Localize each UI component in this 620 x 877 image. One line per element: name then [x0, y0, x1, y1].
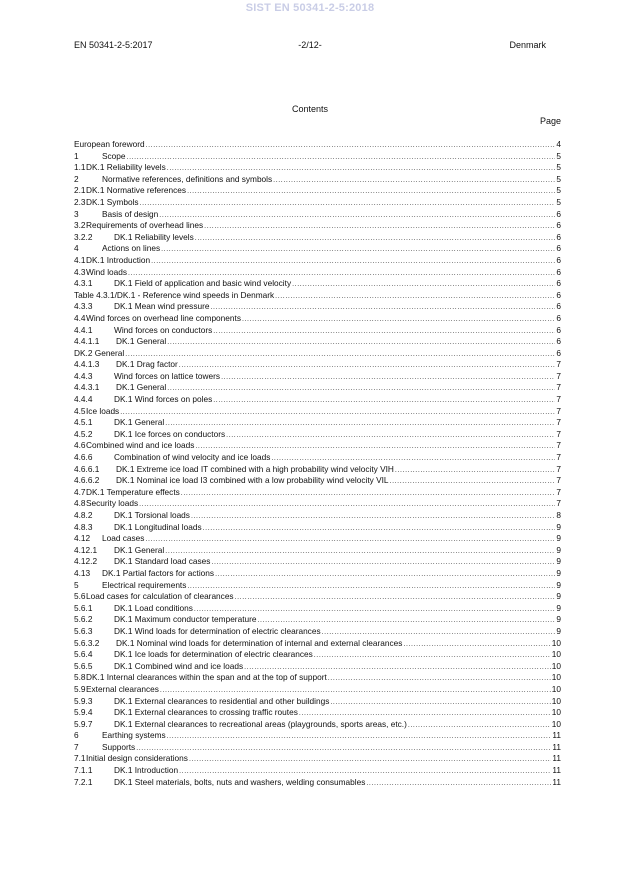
toc-dot-leader: [187, 581, 555, 592]
toc-entry-page: 9: [556, 579, 561, 590]
toc-dot-leader: [210, 302, 555, 313]
toc-entry-page: 11: [552, 765, 561, 776]
toc-entry-page: 11: [552, 730, 561, 741]
toc-entry-number: 2.3: [74, 196, 86, 207]
toc-entry-number: 4.3.1: [74, 278, 93, 289]
toc-entry[interactable]: [74, 220, 561, 232]
toc-entry-number: 4.4.3: [74, 370, 93, 381]
toc-entry[interactable]: [74, 278, 561, 290]
toc-entry-title: DK.1 Drag factor: [116, 359, 178, 370]
toc-entry-title: Security loads: [86, 498, 139, 509]
toc-entry-title: Combined wind and ice loads: [86, 440, 195, 451]
toc-entry[interactable]: [74, 696, 561, 708]
toc-entry[interactable]: [74, 765, 561, 777]
header-country: Denmark: [509, 40, 546, 50]
header-page-number: -2/12-: [298, 40, 322, 50]
toc-entry-page: 9: [556, 614, 561, 625]
toc-entry-page: 7: [556, 498, 561, 509]
toc-entry-title: Wind loads: [86, 266, 128, 277]
toc-entry-title: DK.1 Partial factors for actions: [102, 567, 215, 578]
toc-entry-number: 5.8: [74, 672, 86, 683]
toc-dot-leader: [213, 326, 555, 337]
toc-entry-page: 10: [551, 707, 561, 718]
toc-entry-number: 5.6.1: [74, 602, 93, 613]
toc-entry-title: DK.1 External clearances to recreational areas (playgrounds, sports areas, etc.): [114, 718, 407, 729]
toc-entry-number: 4.7: [74, 486, 86, 497]
toc-dot-leader: [226, 430, 555, 441]
toc-entry-title: DK.1 General: [116, 336, 167, 347]
toc-entry-number: 2.1: [74, 185, 86, 196]
toc-dot-leader: [167, 163, 556, 174]
toc-entry-number: 5: [74, 579, 79, 590]
toc-entry-title: DK.1 General: [116, 382, 167, 393]
toc-dot-leader: [179, 766, 551, 777]
toc-entry-title: DK.1 General: [114, 417, 165, 428]
toc-entry-title: Ice loads: [86, 405, 120, 416]
toc-entry-title: DK.1 Load conditions: [114, 602, 193, 613]
toc-entry-title: DK.1 Torsional loads: [114, 510, 190, 520]
watermark: SIST EN 50341-2-5:2018: [245, 2, 375, 14]
toc-entry[interactable]: [74, 545, 561, 557]
toc-entry-title: Wind forces on lattice towers: [114, 370, 221, 381]
toc-entry-number: 5.6: [74, 591, 86, 602]
toc-entry-page: 10: [551, 649, 561, 660]
toc-entry-number: 4.4.4: [74, 394, 93, 405]
toc-entry[interactable]: [74, 267, 561, 279]
toc-dot-leader: [187, 186, 555, 197]
toc-entry-number: 5.6.2: [74, 614, 93, 625]
toc-entry[interactable]: [74, 313, 561, 325]
toc-dot-leader: [151, 256, 555, 267]
toc-entry[interactable]: [74, 371, 561, 383]
toc-entry[interactable]: [74, 255, 561, 267]
toc-entry-number: 6: [74, 730, 79, 741]
toc-entry-number: 4.12: [74, 533, 91, 544]
toc-entry-page: 5: [556, 150, 561, 161]
toc-entry[interactable]: [74, 243, 561, 255]
toc-entry[interactable]: [74, 568, 561, 580]
toc-entry-title: DK.1 Temperature effects: [86, 486, 180, 497]
toc-entry-page: 10: [551, 672, 561, 683]
contents-title: Contents: [291, 104, 329, 114]
toc-entry[interactable]: [74, 325, 561, 337]
toc-entry-page: 7: [556, 359, 561, 370]
toc-dot-leader: [128, 268, 555, 279]
toc-entry[interactable]: [74, 464, 561, 476]
toc-dot-leader: [181, 488, 556, 499]
toc-entry-page: 6: [556, 278, 561, 289]
toc-entry-number: 4.4.1.1: [74, 336, 100, 347]
toc-entry[interactable]: [74, 475, 561, 487]
toc-entry-page: 11: [552, 776, 561, 787]
toc-entry[interactable]: [74, 556, 561, 568]
toc-entry-title: DK.1 Longitudinal loads: [114, 521, 202, 532]
toc-entry-page: 5: [556, 173, 561, 184]
toc-entry[interactable]: [74, 510, 561, 522]
toc-entry-title: DK.1 External clearances to residential and other buildings: [114, 695, 330, 706]
toc-entry[interactable]: [74, 429, 561, 441]
toc-entry-title: Electrical requirements: [102, 579, 187, 590]
toc-dot-leader: [191, 511, 555, 522]
toc-entry-number: 7.1: [74, 753, 86, 764]
toc-entry-page: 7: [556, 463, 561, 474]
toc-entry[interactable]: [74, 336, 561, 348]
toc-entry[interactable]: [74, 348, 561, 360]
toc-dot-leader: [299, 708, 551, 719]
toc-dot-leader: [195, 233, 556, 244]
toc-entry-title: DK.1 Nominal ice load I3 combined with a low probability wind velocity VIL: [116, 475, 389, 486]
toc-entry[interactable]: [74, 290, 561, 302]
toc-entry-title: Normative references, definitions and symbols: [102, 173, 273, 184]
toc-entry-title: Earthing systems: [102, 730, 166, 741]
toc-dot-leader: [328, 673, 551, 684]
toc-entry[interactable]: [74, 394, 561, 406]
toc-entry-page: 7: [556, 428, 561, 439]
toc-entry-page: 6: [556, 324, 561, 335]
toc-entry-number: 1.1: [74, 162, 86, 173]
toc-dot-leader: [258, 615, 556, 626]
toc-entry-title: DK.2 General: [74, 347, 125, 358]
toc-entry-page: 7: [556, 405, 561, 416]
toc-entry[interactable]: [74, 498, 561, 510]
toc-entry-number: 3.2.2: [74, 231, 93, 242]
toc-entry-number: 4.6.6.2: [74, 475, 100, 486]
toc-entry-page: 7: [556, 417, 561, 428]
toc-entry-page: 7: [556, 394, 561, 405]
toc-entry-number: 4.4: [74, 312, 86, 323]
toc-entry-title: DK.1 Introduction: [114, 765, 179, 776]
toc-entry-title: DK.1 Standard load cases: [114, 556, 211, 567]
toc-entry-number: 5.6.3: [74, 625, 93, 636]
toc-entry-page: 6: [556, 266, 561, 277]
toc-entry-page: 6: [556, 208, 561, 219]
toc-entry[interactable]: [74, 614, 561, 626]
toc-entry-number: 4.8.3: [74, 521, 93, 532]
toc-entry[interactable]: [74, 719, 561, 731]
toc-entry-title: DK.1 Reliability levels: [86, 162, 166, 173]
toc-entry-page: 6: [556, 231, 561, 242]
toc-entry-title: DK.1 General: [114, 544, 165, 555]
toc-entry-number: 4.6.6.1: [74, 463, 100, 474]
toc-dot-leader: [145, 534, 555, 545]
toc-entry-page: 6: [556, 254, 561, 265]
toc-dot-leader: [146, 140, 556, 151]
toc-dot-leader: [195, 441, 555, 452]
toc-entry-page: 6: [556, 289, 561, 300]
toc-entry-number: 5.9.4: [74, 707, 93, 718]
toc-entry-number: 5.9.7: [74, 718, 93, 729]
toc-entry-page: 10: [551, 683, 561, 694]
toc-entry[interactable]: [74, 382, 561, 394]
toc-entry-title: DK.1 Combined wind and ice loads: [114, 660, 244, 671]
toc-entry-title: Requirements of overhead lines: [86, 220, 204, 231]
toc-entry-title: Wind forces on overhead line components: [86, 312, 241, 323]
toc-entry-title: DK.1 Mean wind pressure: [114, 301, 210, 312]
toc-entry[interactable]: [74, 185, 561, 197]
toc-entry-page: 6: [556, 347, 561, 358]
toc-entry-page: 7: [556, 382, 561, 393]
toc-entry-page: 9: [556, 556, 561, 567]
toc-entry[interactable]: [74, 580, 561, 592]
toc-entry[interactable]: [74, 440, 561, 452]
toc-dot-leader: [165, 418, 555, 429]
toc-entry[interactable]: [74, 452, 561, 464]
toc-dot-leader: [221, 372, 555, 383]
toc-entry[interactable]: [74, 151, 561, 163]
toc-entry-number: 4.5: [74, 405, 86, 416]
toc-entry-number: 5.9: [74, 683, 86, 694]
toc-dot-leader: [322, 627, 556, 638]
toc-entry-number: 4.12.2: [74, 556, 98, 567]
toc-entry-number: 4.3.3: [74, 301, 93, 312]
toc-dot-leader: [292, 279, 555, 290]
toc-entry-page: 11: [552, 753, 561, 764]
toc-entry[interactable]: [74, 417, 561, 429]
toc-dot-leader: [189, 754, 551, 765]
toc-dot-leader: [366, 778, 551, 789]
toc-entry-number: 4.4.1.3: [74, 359, 100, 370]
toc-entry[interactable]: [74, 533, 561, 545]
toc-dot-leader: [125, 349, 555, 360]
toc-entry-number: 3: [74, 208, 79, 219]
toc-entry-page: 5: [556, 162, 561, 173]
toc-entry-title: DK.1 Wind loads for determination of electric clearances: [114, 625, 321, 636]
toc-entry[interactable]: [74, 591, 561, 603]
toc-entry-number: 4.6.6: [74, 452, 93, 463]
toc-dot-leader: [215, 569, 555, 580]
toc-entry[interactable]: [74, 406, 561, 418]
toc-dot-leader: [211, 557, 555, 568]
toc-entry-title: Actions on lines: [102, 243, 161, 254]
toc-entry-title: DK.1 External clearances to crossing traffic routes: [114, 707, 298, 718]
toc-dot-leader: [213, 395, 555, 406]
toc-entry-title: Basis of design: [102, 208, 159, 219]
toc-entry-title: DK.1 Ice forces on conductors: [114, 428, 226, 439]
toc-entry-page: 7: [556, 486, 561, 497]
toc-entry[interactable]: [74, 603, 561, 615]
toc-entry-title: DK.1 Field of application and basic wind velocity: [114, 278, 292, 289]
toc-entry[interactable]: [74, 707, 561, 719]
toc-dot-leader: [235, 592, 556, 603]
toc-entry[interactable]: [74, 197, 561, 209]
toc-entry-number: 4.4.3.1: [74, 382, 100, 393]
toc-entry-page: 6: [556, 312, 561, 323]
toc-entry-page: 7: [556, 370, 561, 381]
toc-entry-number: 4: [74, 243, 79, 254]
toc-dot-leader: [203, 523, 556, 534]
toc-entry-number: 4.5.1: [74, 417, 93, 428]
toc-dot-leader: [244, 662, 551, 673]
toc-entry[interactable]: [74, 730, 561, 742]
toc-entry-number: 4.5.2: [74, 428, 93, 439]
toc-entry-title: DK.1 Internal clearances within the span and at the top of support: [86, 672, 327, 683]
toc-entry-number: 7.1.1: [74, 765, 93, 776]
toc-entry-page: 4: [556, 139, 561, 149]
toc-entry-page: 6: [556, 301, 561, 312]
toc-entry-number: 7: [74, 741, 79, 752]
toc-entry-page: 9: [556, 625, 561, 636]
toc-dot-leader: [403, 639, 550, 650]
toc-dot-leader: [127, 152, 556, 163]
toc-dot-leader: [167, 731, 552, 742]
toc-entry[interactable]: [74, 672, 561, 684]
page-column-label: Page: [539, 116, 561, 126]
toc-dot-leader: [390, 476, 556, 487]
toc-entry[interactable]: [74, 301, 561, 313]
toc-entry-title: Combination of wind velocity and ice loads: [114, 452, 271, 463]
toc-entry-page: 9: [556, 533, 561, 544]
toc-entry-number: 4.3: [74, 266, 86, 277]
toc-entry-number: 7.2.1: [74, 776, 93, 787]
toc-entry[interactable]: [74, 232, 561, 244]
toc-entry[interactable]: [74, 487, 561, 499]
toc-entry-title: European foreword: [74, 139, 145, 149]
toc-entry-title: Scope: [102, 150, 126, 161]
toc-entry-page: 10: [551, 660, 561, 671]
toc-entry-page: 9: [556, 567, 561, 578]
toc-entry-page: 7: [556, 452, 561, 463]
toc-dot-leader: [395, 465, 555, 476]
toc-entry-title: DK.1 Extreme ice load IT combined with a high probability wind velocity VIH: [116, 463, 394, 474]
toc-entry[interactable]: [74, 661, 561, 673]
toc-dot-leader: [204, 221, 555, 232]
toc-entry-title: DK.1 Symbols: [86, 196, 139, 207]
toc-entry-title: Load cases for calculation of clearances: [86, 591, 234, 602]
toc-dot-leader: [160, 685, 551, 696]
toc-dot-leader: [275, 291, 555, 302]
toc-dot-leader: [139, 499, 555, 510]
toc-entry-page: 10: [551, 718, 561, 729]
toc-entry-title: Load cases: [102, 533, 145, 544]
toc-entry-title: Initial design considerations: [86, 753, 188, 764]
toc-entry-number: 5.6.4: [74, 649, 93, 660]
toc-dot-leader: [194, 604, 556, 615]
toc-dot-leader: [271, 453, 555, 464]
toc-entry-title: DK.1 Ice loads for determination of electric clearances: [114, 649, 313, 660]
toc-entry-title: External clearances: [86, 683, 159, 694]
toc-dot-leader: [136, 743, 551, 754]
toc-entry-page: 7: [556, 440, 561, 451]
toc-entry-page: 11: [552, 741, 561, 752]
toc-entry[interactable]: [74, 522, 561, 534]
toc-entry-page: 6: [556, 220, 561, 231]
toc-entry-number: 4.8.2: [74, 510, 93, 520]
toc-entry-title: Table 4.3.1/DK.1 - Reference wind speeds in Denmark: [74, 289, 275, 300]
toc-entry-page: 10: [551, 637, 561, 648]
toc-entry-number: 5.9.3: [74, 695, 93, 706]
toc-entry[interactable]: [74, 649, 561, 661]
toc-entry[interactable]: [74, 162, 561, 174]
toc-entry-number: 4.4.1: [74, 324, 93, 335]
toc-entry[interactable]: [74, 742, 561, 754]
toc-entry-number: 4.1: [74, 254, 86, 265]
toc-entry[interactable]: [74, 638, 561, 650]
toc-entry-page: 5: [556, 196, 561, 207]
toc-entry-page: 6: [556, 336, 561, 347]
toc-entry[interactable]: [74, 139, 561, 151]
toc-entry[interactable]: [74, 684, 561, 696]
toc-entry-page: 9: [556, 591, 561, 602]
toc-entry-page: 6: [556, 243, 561, 254]
toc-entry-page: 10: [551, 695, 561, 706]
toc-entry-title: Wind forces on conductors: [114, 324, 213, 335]
toc-entry-title: DK.1 Wind forces on poles: [114, 394, 213, 405]
toc-entry-number: 1: [74, 150, 79, 161]
toc-entry-page: 9: [556, 521, 561, 532]
toc-entry[interactable]: [74, 209, 561, 221]
toc-dot-leader: [165, 546, 555, 557]
toc-entry-title: DK.1 Steel materials, bolts, nuts and washers, welding consumables: [114, 776, 366, 787]
toc-entry-number: 4.6: [74, 440, 86, 451]
toc-entry-page: 5: [556, 185, 561, 196]
toc-entry[interactable]: [74, 359, 561, 371]
toc-dot-leader: [273, 175, 555, 186]
toc-entry-page: 9: [556, 602, 561, 613]
toc-entry-number: 5.6.5: [74, 660, 93, 671]
toc-entry-title: DK.1 Introduction: [86, 254, 151, 265]
table-of-contents: [74, 139, 561, 788]
toc-entry-title: Supports: [102, 741, 136, 752]
header-document-id: EN 50341-2-5:2017: [74, 40, 153, 50]
toc-entry-page: 7: [556, 475, 561, 486]
toc-dot-leader: [167, 337, 555, 348]
toc-dot-leader: [161, 244, 555, 255]
toc-entry-title: DK.1 Reliability levels: [114, 231, 194, 242]
toc-dot-leader: [167, 383, 555, 394]
toc-entry-title: DK.1 Maximum conductor temperature: [114, 614, 257, 625]
toc-dot-leader: [314, 650, 551, 661]
toc-entry-number: 3.2: [74, 220, 86, 231]
toc-dot-leader: [408, 720, 551, 731]
toc-entry[interactable]: [74, 174, 561, 186]
toc-entry-page: 8: [556, 510, 561, 520]
toc-dot-leader: [140, 198, 556, 209]
toc-dot-leader: [242, 314, 555, 325]
toc-entry-title: DK.1 Normative references: [86, 185, 187, 196]
toc-dot-leader: [159, 210, 555, 221]
toc-entry[interactable]: [74, 626, 561, 638]
toc-dot-leader: [120, 407, 555, 418]
toc-dot-leader: [330, 697, 550, 708]
toc-entry-number: 4.8: [74, 498, 86, 509]
toc-entry[interactable]: [74, 777, 561, 789]
toc-entry-page: 9: [556, 544, 561, 555]
toc-entry-number: 5.6.3.2: [74, 637, 100, 648]
toc-entry-title: DK.1 Nominal wind loads for determination of internal and external clearances: [116, 637, 403, 648]
toc-entry-number: 4.12.1: [74, 544, 98, 555]
toc-entry-number: 4.13: [74, 567, 91, 578]
toc-dot-leader: [179, 360, 556, 371]
toc-entry-number: 2: [74, 173, 79, 184]
toc-entry[interactable]: [74, 753, 561, 765]
